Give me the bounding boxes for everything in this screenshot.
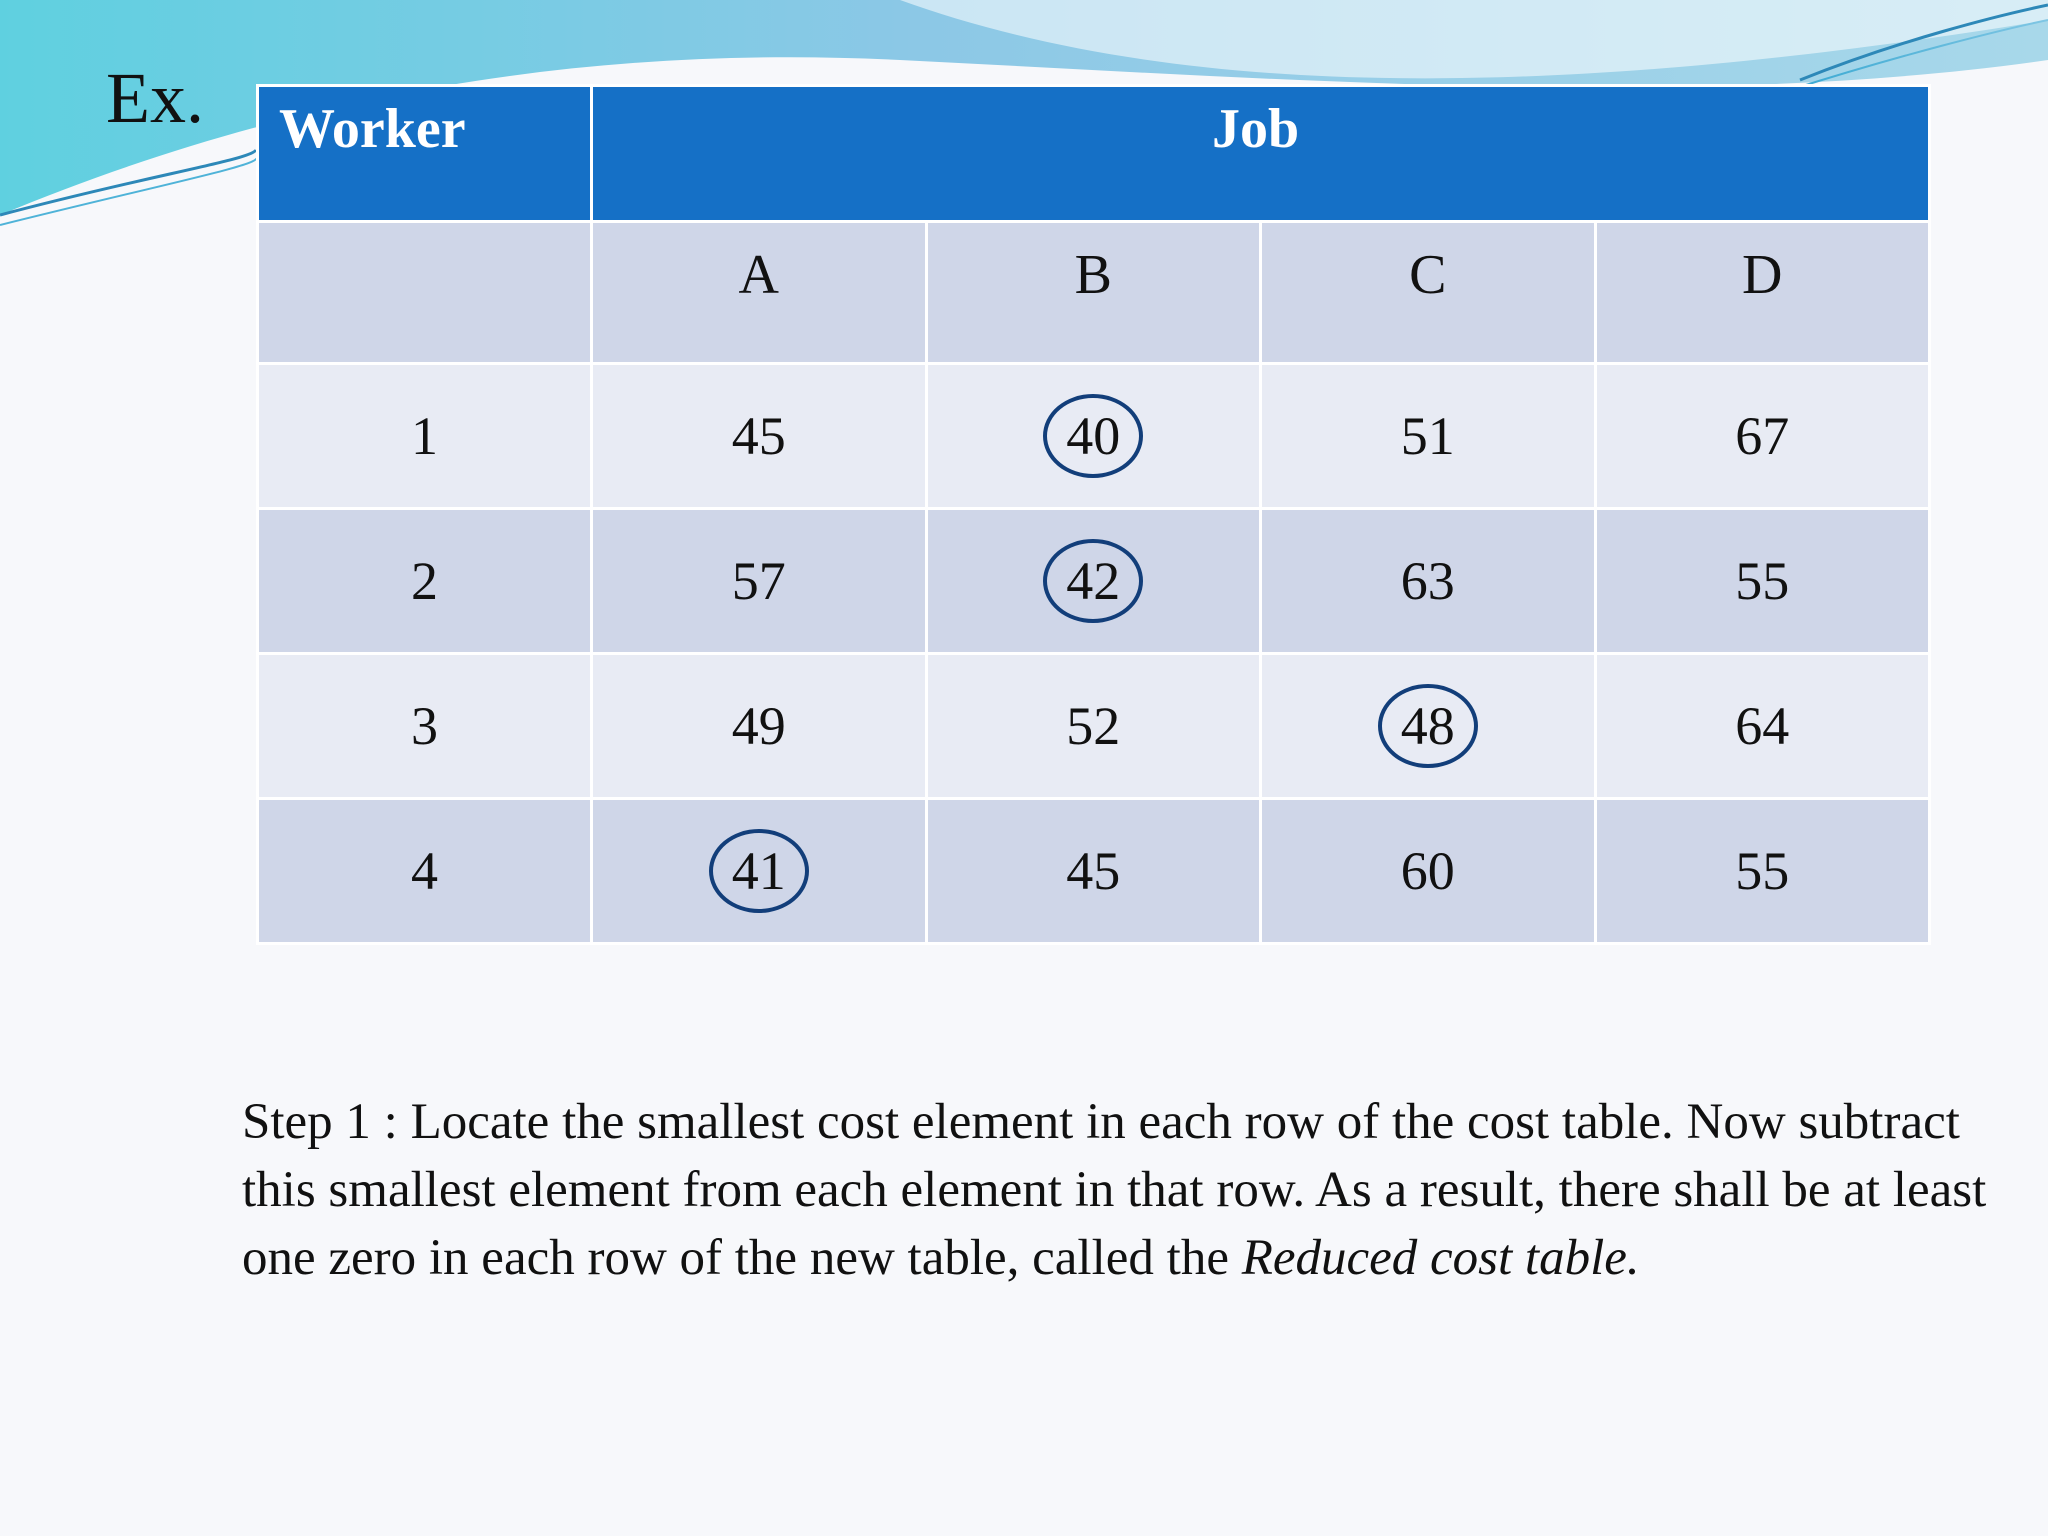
job-header: Job bbox=[592, 86, 1930, 222]
cost-cell bbox=[592, 799, 927, 944]
step-text-body: Step 1 : Locate the smallest cost element in each row of the cost table. Now subtract this smallest element from each element in that row. As a result, there shall be at least one zero in each row of the new table, called the bbox=[242, 1094, 1987, 1286]
empty-corner-cell bbox=[258, 222, 592, 364]
circled-min-cost: 48 bbox=[1400, 696, 1455, 756]
cost-cell bbox=[926, 509, 1261, 654]
cost-value: 55 bbox=[1735, 841, 1790, 901]
cost-cell bbox=[926, 799, 1261, 944]
cost-cell bbox=[1261, 364, 1596, 509]
table-row bbox=[258, 509, 1930, 654]
job-column-label: D bbox=[1595, 222, 1930, 364]
cost-cell bbox=[926, 364, 1261, 509]
cost-cell bbox=[592, 364, 927, 509]
worker-cell bbox=[258, 654, 592, 799]
cost-value: 60 bbox=[1400, 841, 1455, 901]
table-header-row bbox=[258, 86, 1930, 222]
cost-value: 52 bbox=[1066, 696, 1121, 756]
worker-number: 2 bbox=[411, 551, 438, 611]
job-column-label: A bbox=[592, 222, 927, 364]
job-column-label: B bbox=[926, 222, 1261, 364]
table-row bbox=[258, 654, 1930, 799]
cost-value: 45 bbox=[731, 406, 786, 466]
cost-value: 63 bbox=[1400, 551, 1455, 611]
worker-cell bbox=[258, 509, 592, 654]
cost-value: 45 bbox=[1066, 841, 1121, 901]
worker-number: 1 bbox=[411, 406, 438, 466]
cost-value: 57 bbox=[731, 551, 786, 611]
circled-min-cost: 40 bbox=[1066, 406, 1121, 466]
cost-cell bbox=[592, 509, 927, 654]
cost-cell bbox=[592, 654, 927, 799]
worker-number: 4 bbox=[411, 841, 438, 901]
cost-cell bbox=[926, 654, 1261, 799]
step-text-emphasis: Reduced cost table. bbox=[1241, 1230, 1640, 1286]
cost-value: 49 bbox=[731, 696, 786, 756]
worker-number: 3 bbox=[411, 696, 438, 756]
cost-cell bbox=[1595, 509, 1930, 654]
step-description bbox=[242, 1088, 2002, 1292]
job-letter-row bbox=[258, 222, 1930, 364]
worker-cell bbox=[258, 799, 592, 944]
cost-cell bbox=[1595, 799, 1930, 944]
cost-cell bbox=[1261, 654, 1596, 799]
cost-value: 51 bbox=[1400, 406, 1455, 466]
cost-cell bbox=[1595, 364, 1930, 509]
table-row bbox=[258, 364, 1930, 509]
cost-value: 64 bbox=[1735, 696, 1790, 756]
circled-min-cost: 41 bbox=[731, 841, 786, 901]
job-column-label: C bbox=[1261, 222, 1596, 364]
table-row bbox=[258, 799, 1930, 944]
cost-table-container bbox=[256, 84, 1928, 945]
cost-table bbox=[256, 84, 1931, 945]
cost-value: 67 bbox=[1735, 406, 1790, 466]
worker-header: Worker bbox=[258, 86, 592, 222]
circled-min-cost: 42 bbox=[1066, 551, 1121, 611]
cost-value: 55 bbox=[1735, 551, 1790, 611]
cost-cell bbox=[1261, 509, 1596, 654]
worker-cell bbox=[258, 364, 592, 509]
cost-cell bbox=[1595, 654, 1930, 799]
slide-label: Ex. bbox=[106, 58, 204, 138]
cost-cell bbox=[1261, 799, 1596, 944]
